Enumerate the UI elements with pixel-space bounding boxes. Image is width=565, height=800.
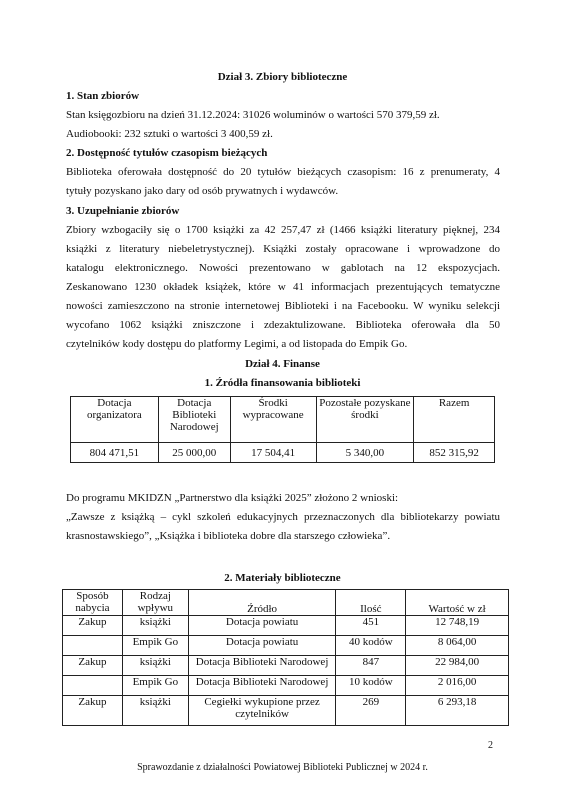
- heading-stan-zbiorow: 1. Stan zbiorów: [66, 90, 140, 102]
- page-number: 2: [488, 740, 493, 751]
- uzupelnianie-line: wycofano 1062 książki zniszczone i zdezaktulizowane. Biblioteka oferowała dla 50: [66, 319, 500, 331]
- header-cell: Razem: [414, 397, 495, 443]
- stan-line-2: Audiobooki: 232 sztuki o wartości 3 400,59 zł.: [66, 128, 273, 140]
- heading-dostepnosc: 2. Dostępność tytułów czasopism bieżących: [66, 147, 268, 159]
- table-cell: Cegiełki wykupione przez czytelników: [188, 696, 336, 726]
- header-cell: Dotacja Biblioteki Narodowej: [158, 397, 230, 443]
- financing-table: [70, 396, 495, 463]
- header-cell: Źródło: [188, 590, 336, 616]
- header-cell: Środki wypracowane: [230, 397, 316, 443]
- section3-title: Dział 3. Zbiory biblioteczne: [217, 71, 348, 83]
- table-row: [63, 696, 509, 726]
- table-cell: Zakup: [63, 696, 123, 726]
- table-cell: Dotacja Biblioteki Narodowej: [188, 676, 336, 696]
- table-cell: [63, 636, 123, 656]
- table-cell: Zakup: [63, 656, 123, 676]
- table-cell: książki: [122, 656, 188, 676]
- table1-title: 1. Źródła finansowania biblioteki: [204, 377, 361, 389]
- table-cell: Empik Go: [122, 676, 188, 696]
- uzupelnianie-line: książki z literatury niebeletrystycznej). Książki zostały opracowane i wprowadzone do: [66, 243, 500, 255]
- table-row: [63, 616, 509, 636]
- header-cell: Sposób nabycia: [63, 590, 123, 616]
- table-cell: [63, 676, 123, 696]
- table-cell: książki: [122, 616, 188, 636]
- table-row: [63, 636, 509, 656]
- table-cell: 40 kodów: [336, 636, 406, 656]
- materials-header-row: [63, 590, 509, 616]
- mkidzn-line-2: „Zawsze z książką – cykl szkoleń edukacyjnych przeznaczonych dla bibliotekarzy powiatu: [66, 511, 500, 523]
- table-row: [63, 676, 509, 696]
- value-cell: 852 315,92: [414, 443, 495, 463]
- table-cell: 22 984,00: [406, 656, 509, 676]
- table-cell: 6 293,18: [406, 696, 509, 726]
- header-cell: Dotacja organizatora: [71, 397, 159, 443]
- table-cell: Zakup: [63, 616, 123, 636]
- value-cell: 17 504,41: [230, 443, 316, 463]
- value-cell: 804 471,51: [71, 443, 159, 463]
- table-cell: Dotacja powiatu: [188, 616, 336, 636]
- stan-line-1: Stan księgozbioru na dzień 31.12.2024: 31026 woluminów o wartości 570 379,59 zł.: [66, 109, 440, 121]
- header-cell: Wartość w zł: [406, 590, 509, 616]
- value-cell: 5 340,00: [316, 443, 414, 463]
- table-cell: Empik Go: [122, 636, 188, 656]
- table-cell: 2 016,00: [406, 676, 509, 696]
- table-cell: 847: [336, 656, 406, 676]
- uzupelnianie-line: Zeskanowano 1230 okładek książek, które w 41 informacjach prezentujących tematyczne: [66, 281, 500, 293]
- table-cell: książki: [122, 696, 188, 726]
- uzupelnianie-line: czytelników kody dostępu do platformy Legimi, a od listopada do Empik Go.: [66, 338, 408, 350]
- table-cell: 8 064,00: [406, 636, 509, 656]
- page-footer: Sprawozdanie z działalności Powiatowej Biblioteki Publicznej w 2024 r.: [137, 762, 428, 773]
- materials-table: [62, 589, 509, 726]
- table-cell: 12 748,19: [406, 616, 509, 636]
- section4-title: Dział 4. Finanse: [245, 358, 320, 370]
- uzupelnianie-line: Zbiory wzbogaciły się o 1700 książki za 42 257,47 zł (1466 książki literatury pięknej, 234: [66, 224, 500, 236]
- header-cell: Ilość: [336, 590, 406, 616]
- header-cell: Pozostałe pozyskane środki: [316, 397, 414, 443]
- dostepnosc-line-2: tytuły pozyskano jako dary od osób prywatnych i wydawców.: [66, 185, 339, 197]
- dostepnosc-line-1: Biblioteka oferowała dostępność do 20 tytułów bieżących czasopism: 16 z prenumeraty, 4: [66, 166, 500, 178]
- financing-header-row: [71, 397, 495, 443]
- uzupelnianie-line: nowości zamieszczono na stronie internetowej Biblioteki i na Facebooku. W wyniku selekcji: [66, 300, 500, 312]
- table-cell: 269: [336, 696, 406, 726]
- table2-title: 2. Materiały biblioteczne: [224, 572, 341, 584]
- table-cell: Dotacja Biblioteki Narodowej: [188, 656, 336, 676]
- table-cell: Dotacja powiatu: [188, 636, 336, 656]
- heading-uzupelnianie: 3. Uzupełnianie zbiorów: [66, 205, 180, 217]
- uzupelnianie-line: katalogu elektronicznego. Nowości prezentowano w gablotach na 12 ekspozycjach.: [66, 262, 500, 274]
- table-cell: 10 kodów: [336, 676, 406, 696]
- value-cell: 25 000,00: [158, 443, 230, 463]
- header-cell: Rodzaj wpływu: [122, 590, 188, 616]
- table-row: [63, 656, 509, 676]
- mkidzn-line-1: Do programu MKIDZN „Partnerstwo dla książki 2025” złożono 2 wnioski:: [66, 492, 399, 504]
- table-cell: 451: [336, 616, 406, 636]
- financing-value-row: [71, 443, 495, 463]
- mkidzn-line-3: krasnostawskiego”, „Książka i biblioteka dobre dla starszego człowieka”.: [66, 530, 391, 542]
